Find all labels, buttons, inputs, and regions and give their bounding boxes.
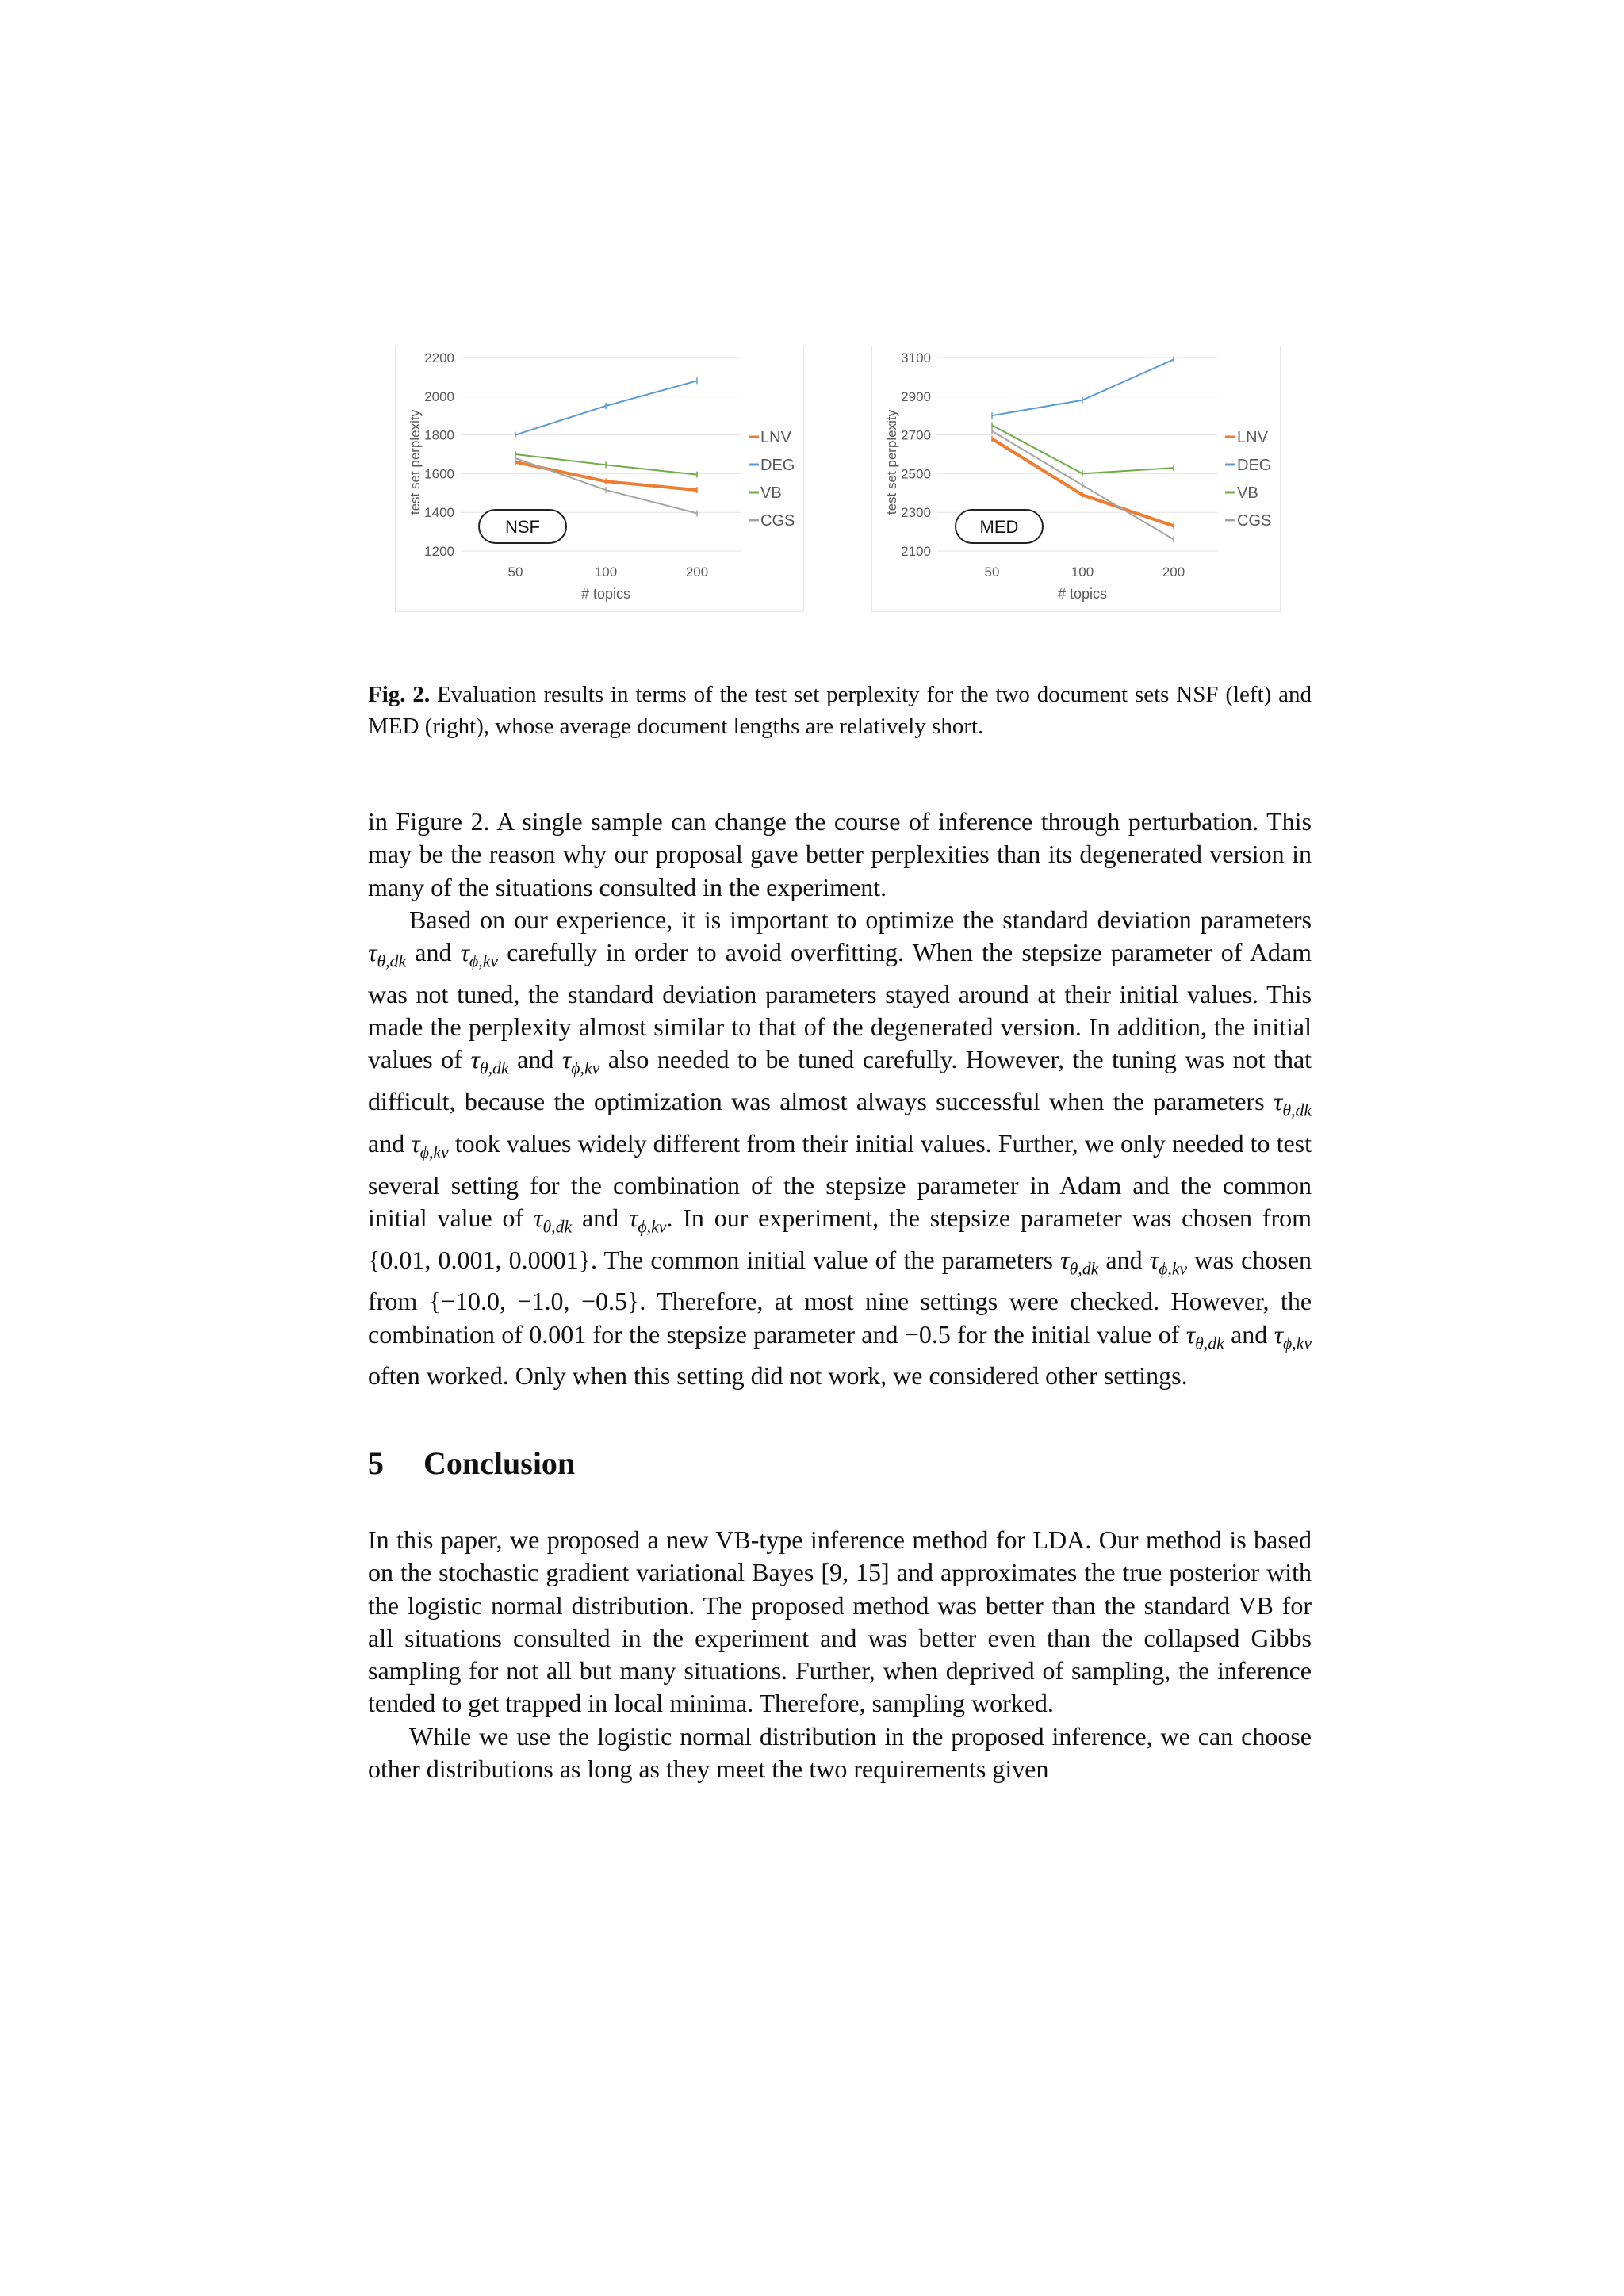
y-tick-label: 1200	[424, 544, 454, 559]
math-tau-phi: $\tau_{\phi,kv}$	[411, 1128, 449, 1162]
caption-text: Evaluation results in terms of the test set perplexity for the two document sets NSF (left) and MED (right), whose average document lengths are relatively short.	[368, 682, 1312, 739]
legend-label-cgs: CGS	[1237, 512, 1272, 530]
math-tau-theta: $\tau_{\theta,dk}$	[368, 938, 407, 971]
math-tau-theta: $\tau_{\theta,dk}$	[470, 1045, 509, 1078]
chart-nsf	[395, 346, 804, 612]
y-tick-label: 2000	[424, 388, 454, 404]
x-axis-title: # topics	[1057, 586, 1108, 602]
y-axis-title: test set perplexity	[884, 409, 899, 515]
math-tau-phi: $\tau_{\phi,kv}$	[1274, 1319, 1312, 1353]
math-tau-phi: $\tau_{\phi,kv}$	[628, 1203, 667, 1237]
y-tick-label: 2900	[901, 388, 931, 404]
math-tau-theta: $\tau_{\theta,dk}$	[534, 1203, 573, 1237]
y-tick-label: 2700	[901, 427, 931, 443]
figure-caption	[368, 679, 1312, 742]
legend-label-lnv: LNV	[760, 429, 791, 446]
legend-label-deg: DEG	[1237, 457, 1272, 474]
body-section-discussion	[368, 806, 1312, 1392]
legend-label-vb: VB	[1237, 484, 1258, 502]
y-tick-label: 2100	[901, 544, 931, 559]
y-tick-label: 1600	[424, 466, 454, 482]
series-line-deg	[992, 359, 1174, 415]
math-tau-theta: $\tau_{\theta,dk}$	[1060, 1245, 1099, 1278]
chart-med-svg	[872, 346, 1280, 611]
dataset-label: MED	[979, 517, 1019, 537]
chart-nsf-svg	[396, 346, 803, 611]
math-set-stepsize: {0.01, 0.001, 0.0001}	[368, 1245, 591, 1274]
x-tick-label: 50	[984, 564, 1000, 580]
math-set-initial: {−10.0, −1.0, −0.5}	[428, 1287, 640, 1316]
section-number: 5	[368, 1445, 384, 1481]
section-heading	[368, 1445, 575, 1482]
y-tick-label: 2200	[424, 350, 454, 365]
math-value: −0.5	[904, 1319, 951, 1349]
legend-label-vb: VB	[760, 484, 782, 502]
y-tick-label: 3100	[901, 350, 931, 365]
legend-label-lnv: LNV	[1237, 429, 1268, 446]
paragraph-conclusion-2: While we use the logistic normal distribution in the proposed inference, we can choose other distributions as long as they meet the two requirements given	[368, 1721, 1312, 1784]
math-tau-phi: $\tau_{\phi,kv}$	[1149, 1245, 1188, 1278]
caption-label: Fig. 2.	[368, 682, 431, 707]
paragraph-conclusion-1: In this paper, we proposed a new VB-type inference method for LDA. Our method is based on the stochastic gradient variational Bayes [9, 15] and approximates the true posterior with the logistic normal distribution. The proposed method was better than the standard VB for all situations consulted in the experiment and was better even than the collapsed Gibbs sampling for not all but many situations. Further, when deprived of sampling, the inference tended to get trapped in local minima. Therefore, sampling worked.	[368, 1525, 1312, 1718]
x-axis-title: # topics	[580, 586, 631, 602]
math-tau-theta: $\tau_{\theta,dk}$	[1273, 1087, 1312, 1120]
math-tau-theta: $\tau_{\theta,dk}$	[1185, 1319, 1224, 1353]
y-axis-title: test set perplexity	[408, 409, 423, 515]
x-tick-label: 50	[508, 564, 523, 580]
chart-med	[871, 346, 1281, 612]
x-tick-label: 100	[1071, 564, 1094, 580]
paragraph-tuning: Based on our experience, it is important to optimize the standard deviation parameters $\tau_{\theta,dk}$ and $\tau_{\phi,kv}$ carefully in order to avoid overfitting. When the stepsize parameter of Adam was not tuned, the standard deviation parameters stayed around at their initial values. This made the perplexity almost similar to that of the degenerated version. In addition, the initial values of $\tau_{\theta,dk}$ and $\tau_{\phi,kv}$ also needed to be tuned carefully. However, the tuning was not that difficult, because the optimization was almost always successful when the parameters $\tau_{\theta,dk}$ and $\tau_{\phi,kv}$ took values widely different from their initial values. Further, we only needed to test several setting for the combination of the stepsize parameter in Adam and the common initial value of $\tau_{\theta,dk}$ and $\tau_{\phi,kv}$. In our experiment, the stepsize parameter was chosen from {0.01, 0.001, 0.0001}. The common initial value of the parameters $\tau_{\theta,dk}$ and $\tau_{\phi,kv}$ was chosen from {−10.0, −1.0, −0.5}. Therefore, at most nine settings were checked. However, the combination of 0.001 for the stepsize parameter and −0.5 for the initial value of $\tau_{\theta,dk}$ and $\tau_{\phi,kv}$ often worked. Only when this setting did not work, we considered other settings.	[368, 905, 1312, 1391]
body-section-conclusion	[368, 1524, 1312, 1785]
math-tau-phi: $\tau_{\phi,kv}$	[460, 938, 499, 971]
series-line-vb	[992, 425, 1174, 473]
y-tick-label: 2500	[901, 466, 931, 482]
y-tick-label: 1400	[424, 505, 454, 521]
section-title: Conclusion	[423, 1445, 576, 1481]
x-tick-label: 200	[1162, 564, 1185, 580]
x-tick-label: 200	[685, 564, 709, 580]
dataset-label: NSF	[505, 517, 540, 537]
y-tick-label: 2300	[901, 505, 931, 521]
legend-label-cgs: CGS	[760, 512, 795, 530]
legend-label-deg: DEG	[760, 457, 795, 474]
paragraph-continuation: in Figure 2. A single sample can change the course of inference through perturbation. This may be the reason why our proposal gave better perplexities than its degenerated version in many of the situations consulted in the experiment.	[368, 807, 1312, 901]
y-tick-label: 1800	[424, 427, 454, 443]
math-tau-phi: $\tau_{\phi,kv}$	[561, 1045, 600, 1078]
x-tick-label: 100	[594, 564, 618, 580]
